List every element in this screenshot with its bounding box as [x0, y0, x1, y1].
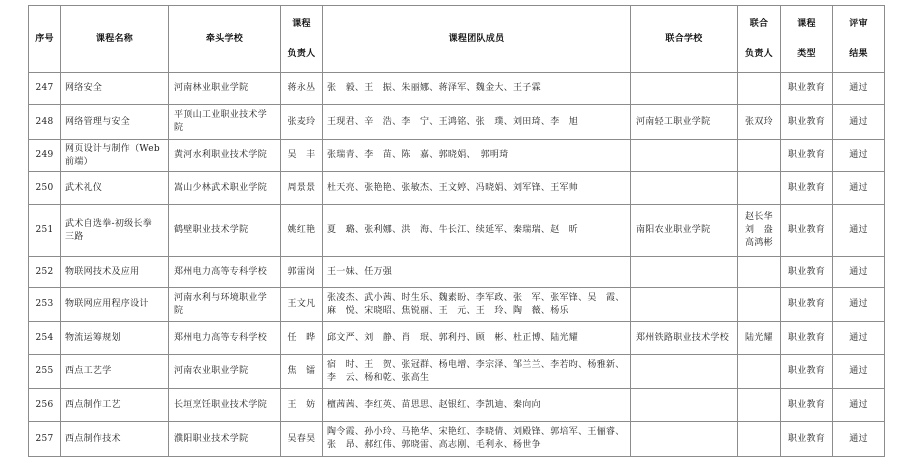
cell-leader: 吴 丰	[281, 140, 323, 172]
cell-joint-school	[631, 355, 738, 389]
table-row	[29, 205, 885, 257]
cell-type: 职业教育	[781, 389, 833, 422]
cell-course: 西点工艺学	[61, 355, 169, 389]
cell-leader: 焦 镭	[281, 355, 323, 389]
header-course	[61, 6, 169, 73]
cell-no: 252	[29, 257, 61, 288]
cell-joint-school: 南阳农业职业学院	[631, 205, 738, 257]
joint-leader-name: 陆光耀	[745, 332, 773, 343]
header-joint-school-label: 联合学校	[665, 33, 703, 44]
cell-joint-leader	[738, 288, 781, 322]
cell-type: 职业教育	[781, 105, 833, 140]
header-joint-school	[631, 6, 738, 73]
cell-course: 物流运筹规划	[61, 322, 169, 355]
cell-team: 檀茜茜、李红英、苗思思、赵银红、李凯迪、秦向向	[323, 389, 631, 422]
cell-joint-leader	[738, 205, 781, 257]
cell-joint-school	[631, 172, 738, 205]
joint-leader-name: 高鸿彬	[745, 238, 773, 248]
cell-result: 通过	[833, 322, 885, 355]
cell-no: 250	[29, 172, 61, 205]
cell-lead-school: 平顶山工业职业技术学院	[169, 105, 281, 140]
cell-no: 254	[29, 322, 61, 355]
cell-lead-school: 河南林业职业学院	[169, 73, 281, 105]
cell-result: 通过	[833, 172, 885, 205]
header-type-line1: 课程	[797, 18, 816, 29]
cell-result: 通过	[833, 73, 885, 105]
cell-leader: 张麦玲	[281, 105, 323, 140]
cell-result: 通过	[833, 422, 885, 457]
header-leader	[281, 6, 323, 73]
cell-course: 网络安全	[61, 73, 169, 105]
cell-no: 253	[29, 288, 61, 322]
cell-lead-school: 长垣烹饪职业技术学院	[169, 389, 281, 422]
table-row	[29, 257, 885, 288]
cell-leader: 姚红艳	[281, 205, 323, 257]
cell-team: 王现君、辛 浩、李 宁、王鸿铭、张 璞、刘田琦、李 旭	[323, 105, 631, 140]
joint-leader-name: 赵长华	[745, 212, 773, 222]
header-row	[29, 6, 885, 73]
cell-joint-leader	[738, 140, 781, 172]
cell-joint-school	[631, 257, 738, 288]
cell-lead-school: 河南水利与环境职业学院	[169, 288, 281, 322]
header-type	[781, 6, 833, 73]
table-row	[29, 355, 885, 389]
table-row	[29, 422, 885, 457]
header-joint-leader	[738, 6, 781, 73]
cell-lead-school: 濮阳职业技术学院	[169, 422, 281, 457]
cell-joint-school	[631, 288, 738, 322]
cell-joint-leader	[738, 322, 781, 355]
cell-joint-school	[631, 389, 738, 422]
cell-joint-school	[631, 140, 738, 172]
header-result-line2: 结果	[849, 48, 868, 59]
cell-team: 陶令霞、孙小玲、马艳华、宋艳红、李晓倩、刘殿锋、郭培军、王俪睿、张 昂、郝红伟、郭晓雷、高志刚、毛利永、杨世争	[323, 422, 631, 457]
cell-joint-leader	[738, 389, 781, 422]
cell-result: 通过	[833, 105, 885, 140]
header-no	[29, 6, 61, 73]
cell-result: 通过	[833, 355, 885, 389]
cell-course: 物联网应用程序设计	[61, 288, 169, 322]
cell-joint-school	[631, 73, 738, 105]
table-row	[29, 105, 885, 140]
cell-joint-leader	[738, 105, 781, 140]
cell-result: 通过	[833, 205, 885, 257]
table-body	[29, 73, 885, 457]
table-row	[29, 322, 885, 355]
cell-leader: 任 晔	[281, 322, 323, 355]
cell-lead-school: 鹤壁职业技术学院	[169, 205, 281, 257]
header-lead-school	[169, 6, 281, 73]
cell-leader: 吴春昊	[281, 422, 323, 457]
table-row	[29, 288, 885, 322]
cell-leader: 王文凡	[281, 288, 323, 322]
header-type-line2: 类型	[797, 48, 816, 59]
cell-joint-leader	[738, 422, 781, 457]
header-lead-school-label: 牵头学校	[205, 33, 244, 44]
cell-joint-school: 河南轻工职业学院	[631, 105, 738, 140]
cell-type: 职业教育	[781, 257, 833, 288]
cell-type: 职业教育	[781, 322, 833, 355]
header-joint-leader-line1: 联合	[749, 18, 769, 29]
header-team-label: 课程团队成员	[448, 33, 505, 44]
cell-no: 247	[29, 73, 61, 105]
cell-result: 通过	[833, 389, 885, 422]
cell-leader: 周景景	[281, 172, 323, 205]
cell-leader: 郭雷岗	[281, 257, 323, 288]
cell-no: 248	[29, 105, 61, 140]
cell-course: 西点制作工艺	[61, 389, 169, 422]
cell-result: 通过	[833, 257, 885, 288]
cell-leader: 王 妨	[281, 389, 323, 422]
cell-team: 宿 时、王 贺、张冠群、杨电增、李宗泽、邹兰兰、李若昀、杨雅新、李 云、杨和乾、张高生	[323, 355, 631, 389]
table-row	[29, 140, 885, 172]
table-row	[29, 389, 885, 422]
joint-leader-name: 张双玲	[745, 116, 773, 127]
cell-joint-leader	[738, 172, 781, 205]
cell-lead-school: 黄河水利职业技术学院	[169, 140, 281, 172]
cell-no: 251	[29, 205, 61, 257]
cell-course: 西点制作技术	[61, 422, 169, 457]
cell-lead-school: 郑州电力高等专科学校	[169, 322, 281, 355]
header-result	[833, 6, 885, 73]
cell-result: 通过	[833, 140, 885, 172]
cell-result: 通过	[833, 288, 885, 322]
header-result-line1: 评审	[849, 18, 868, 29]
header-no-label: 序号	[35, 33, 54, 44]
header-course-label: 课程名称	[95, 33, 134, 44]
cell-lead-school: 嵩山少林武术职业学院	[169, 172, 281, 205]
cell-team: 张凌杰、武小茜、时生乐、魏素盼、李军政、张 军、张军锋、吴 霞、麻 悦、宋晓昭、焦锐丽、王 元、王 玲、陶 薇、杨乐	[323, 288, 631, 322]
cell-team: 邱文严、刘 静、肖 珉、郭利丹、顾 彬、杜正博、陆光耀	[323, 322, 631, 355]
cell-type: 职业教育	[781, 422, 833, 457]
header-team	[323, 6, 631, 73]
cell-course: 网络管理与安全	[61, 105, 169, 140]
cell-team: 张瑞青、李 苗、陈 嘉、郭晓娟、 郭明琦	[323, 140, 631, 172]
cell-no: 256	[29, 389, 61, 422]
cell-leader: 蒋永丛	[281, 73, 323, 105]
cell-team: 张 毅、王 振、朱丽娜、蒋泽军、魏金大、王子霖	[323, 73, 631, 105]
cell-no: 255	[29, 355, 61, 389]
cell-lead-school: 河南农业职业学院	[169, 355, 281, 389]
cell-joint-leader	[738, 257, 781, 288]
cell-type: 职业教育	[781, 355, 833, 389]
cell-lead-school: 郑州电力高等专科学校	[169, 257, 281, 288]
cell-joint-school	[631, 422, 738, 457]
cell-team: 杜天亮、张艳艳、张敏杰、王文婷、冯晓娟、刘军锋、王军帅	[323, 172, 631, 205]
cell-no: 249	[29, 140, 61, 172]
cell-course: 网页设计与制作（Web前端）	[61, 140, 169, 172]
table-row	[29, 172, 885, 205]
cell-joint-leader	[738, 73, 781, 105]
course-table	[28, 5, 885, 457]
cell-course: 武术礼仪	[61, 172, 169, 205]
cell-type: 职业教育	[781, 140, 833, 172]
table-row	[29, 73, 885, 105]
header-leader-line1: 课程	[292, 18, 311, 29]
cell-joint-school: 郑州铁路职业技术学校	[631, 322, 738, 355]
cell-type: 职业教育	[781, 205, 833, 257]
header-joint-leader-line2: 负责人	[745, 48, 773, 59]
cell-type: 职业教育	[781, 172, 833, 205]
cell-course: 武术自选拳-初级长拳三路	[61, 205, 169, 257]
header-leader-line2: 负责人	[287, 48, 316, 59]
cell-no: 257	[29, 422, 61, 457]
cell-type: 职业教育	[781, 288, 833, 322]
cell-joint-leader	[738, 355, 781, 389]
cell-course: 物联网技术及应用	[61, 257, 169, 288]
cell-team: 王一妹、任万强	[323, 257, 631, 288]
joint-leader-name: 刘 盎	[745, 225, 773, 235]
cell-type: 职业教育	[781, 73, 833, 105]
cell-team: 夏 璐、张利娜、洪 海、牛长江、续延军、秦瑞瑞、赵 昕	[323, 205, 631, 257]
